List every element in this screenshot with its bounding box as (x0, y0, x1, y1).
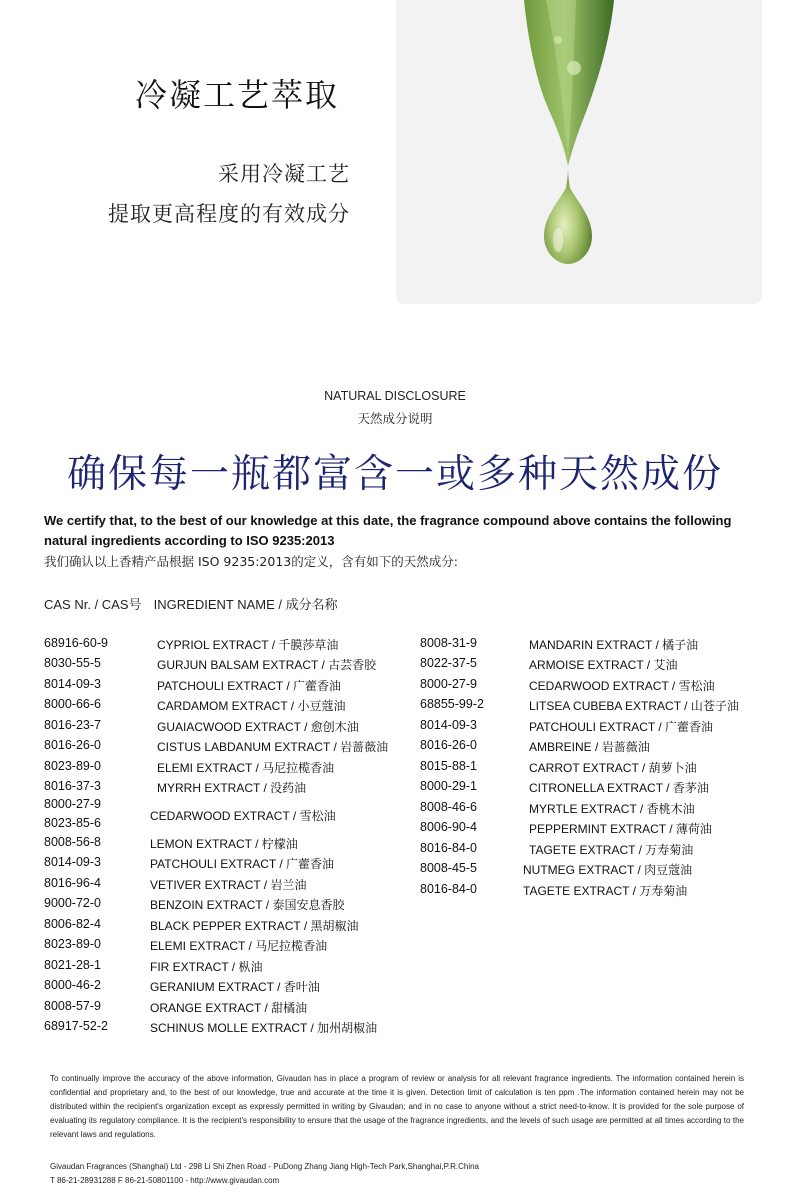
aloe-drop-image (396, 0, 762, 304)
headline: 确保每一瓶都富含一或多种天然成份 (66, 452, 723, 497)
name-header: INGREDIENT NAME / 成分名称 (153, 597, 338, 612)
footer-disclaimer: To continually improve the accuracy of the above information, Givaudan has in place a program of review or analysis for all relevant fragrance ingredients. The information contained herein is confidential and proprietary and, to the best of our knowledge, true and accurate at the time it is given. Detection limit of calculation is ten ppm .The information contained herein may not be distributed within the recipient's organization except as expressly permitted in writing by Givaudan; and in no case to anyone without a strict need-to-know. It is provided for the sole purpose of evaluating its regulatory compliance. It is the recipient's responsibility to ensure that the usage of the fragrance ingredients, and the levels of such usage are permitted at all times according to the relevant laws and regulations. (50, 1074, 744, 1139)
certify-statement-cn: 我们确认以上香精产品根据 ISO 9235:2013的定义，含有如下的天然成分: (44, 554, 458, 569)
certify-statement-en: We certify that, to the best of our knowledge at this date, the fragrance compound above contains the following natural ingredients according to ISO 9235:2013 (44, 513, 732, 548)
cas-header: CAS Nr. / CAS号 (44, 597, 142, 612)
footer-address-block (50, 1160, 479, 1188)
footer-address: Givaudan Fragrances (Shanghai) Ltd - 298 Li Shi Zhen Road - PuDong Zhang Jiang High-Tech Park,Shanghai,P.R.China (50, 1162, 479, 1171)
hero-title: 冷凝工艺萃取 (135, 76, 340, 114)
disclosure-label-en: NATURAL DISCLOSURE (324, 389, 466, 403)
hero-subtitle-line2: 提取更高程度的有效成分 (108, 202, 350, 226)
footer-contact: T 86-21-28931288 F 86-21-50801100 - http://www.givaudan.com (50, 1176, 280, 1185)
table-header (44, 594, 338, 613)
disclosure-label-cn: 天然成分说明 (357, 411, 433, 426)
hero-subtitle-line1: 采用冷凝工艺 (218, 162, 350, 186)
